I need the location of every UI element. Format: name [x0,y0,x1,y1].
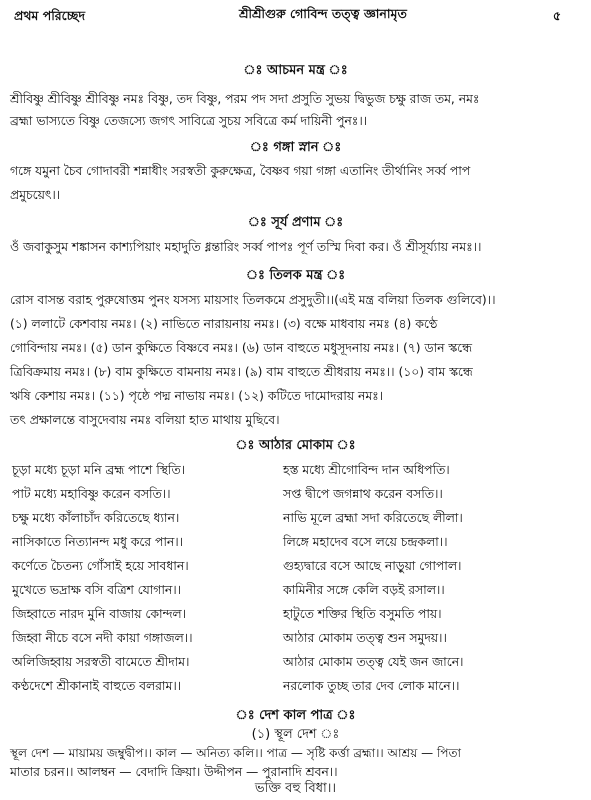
achaman-line-1: শ্রীবিষ্ণু শ্রীবিষ্ণু শ্রীবিষ্ণু নমঃ বিষ্ণু, তদ বিষ্ণু, পরম পদ সদা প্রসুতি সুভয় দ্বিভুজ চক্ষু রাজ তম, নমঃ [10,92,480,106]
verse-left-10: কণ্ঠদেশে শ্রীকানাই বাহুতে বলরাম।। [12,679,182,693]
tilak-line-4: ত্রিবিক্রমায় নমঃ। (৮) বাম কুক্ষিতে বামনায় নমঃ। (৯) বাম বাহুতে শ্রীধরায় নমঃ।। (১০) বাম স্কন্ধে [10,365,473,379]
verse-right-5: গুহ্যদ্বারে বসে আছে নাড়ুয়া গোপাল। [283,559,462,573]
verse-right-3: নাভি মূলে ব্রহ্মা সদা করিতেছে লীলা। [283,511,463,525]
verse-left-9: অলিজিহ্বায় সরস্বতী বামেতে শ্রীদাম। [12,655,190,669]
section-heading-athar-mokam: ঃ আঠার মোকাম ঃ [235,438,356,453]
ganga-line-1: গঙ্গে যমুনা চৈব গোদাবরী শন্নাধীং সরস্বতী কুরুক্ষেত্র, বৈষ্ণব গয়া গঙ্গা এতানিং তীর্থানিং সর্ব্ব পাপ [10,164,471,178]
tilak-line-2: (১) ললাটে কেশবায় নমঃ। (২) নাভিতে নারায়নায় নমঃ। (৩) বক্ষে মাধবায় নমঃ (৪) কণ্ঠে [10,317,438,331]
section-heading-ganga-snan: ঃ গঙ্গা স্নান ঃ [249,140,342,155]
verse-right-6: কামিনীর সঙ্গে কেলি বড়ই রসাল।। [283,583,445,597]
chapter-label: প্রথম পরিচ্ছেদ [14,8,86,23]
tilak-line-5: ঋষি কেশায় নমঃ। (১১) পৃষ্ঠে পদ্ম নাভায় নমঃ। (১২) কটিতে দামোদরায় নমঃ। [10,389,384,403]
verse-right-7: হাটুতে শক্তির স্থিতি বসুমতি পায়। [283,607,442,621]
surya-line-1: ওঁ জবাকুসুম শঙ্কাসন কাশ্যপিয়াং মহাদুতি ধ্নন্তারিং সর্ব্ব পাপঃ পূর্ণ তস্মি দিবা কর। ওঁ শ্রীসূর্য্যায় নমঃ।। [10,240,482,254]
verse-left-5: কর্ণেতে চৈতন্য গোঁসাই হয়ে সাবধান। [12,559,189,573]
section-heading-desh-kal: ঃ দেশ কাল পাত্র ঃ [235,708,356,723]
verse-right-9: আঠার মোকাম তত্ত্ব যেই জন জানে। [283,655,464,669]
verse-left-1: চূড়া মধ্যে চূড়া মনি ব্রহ্ম পাশে স্থিতি। [12,463,185,477]
section-heading-achaman: ঃ আচমন মন্ত্র ঃ [243,63,348,78]
tilak-line-1: রোস বাসন্ত বরাহ পুরুষোত্তম পুনং যসস্য মায়সাং তিলকমে প্রসুদুতী।।(এই মন্ত্র বলিয়া তিলক গুলিবে)।। [10,293,496,307]
verse-right-8: আঠার মোকাম তত্ত্ব শুন সমুদয়।। [283,631,447,645]
page-number: ৫ [552,8,561,23]
verse-left-3: চক্ষু মধ্যে কাঁলাচাঁদ করিতেছে ধ্যান। [12,511,180,525]
verse-left-4: নাসিকাতে নিত্যানন্দ মধু করে পান।। [12,535,184,549]
verse-left-7: জিহ্বাতে নারদ মুনি বাজায় কোন্দল। [12,607,186,621]
achaman-line-2: ব্রহ্মা ভাস্যতে বিষ্ণু তেজস্যে জগৎ সাবিত্রে সুচয় সবিত্রে কর্ম দায়িনী পুনঃ।। [10,114,368,128]
section-heading-surya-pranam: ঃ সূর্য প্রণাম ঃ [247,215,344,230]
verse-left-2: পাট মধ্যে মহাবিষ্ণু করেন বসতি।। [12,487,171,501]
tilak-line-3: গোবিন্দায় নমঃ। (৫) ডান কুক্ষিতে বিষ্ণবে নমঃ। (৬) ডান বাহুতে মধুসূদনায় নমঃ। (৭) ডান স্কন্ধে [10,341,472,355]
desh-line-1: স্থূল দেশ — মায়াময় জম্বুদ্বীপ।। কাল — অনিত্য কলি।। পাত্র — সৃষ্টি কর্ত্তা ব্রহ্মা।। আশ্রয় — পিতা [10,746,462,760]
book-title: শ্রীশ্রীগুরু গোবিন্দ তত্ত্ব জ্ঞানামৃত [239,6,407,21]
verse-right-1: হস্ত মধ্যে শ্রীগোবিন্দ দান অধিপতি। [283,463,450,477]
verse-right-2: সপ্ত দ্বীপে জগন্নাথ করেন বসতি।। [283,487,443,501]
verse-left-6: মুখেতে ভদ্রাক্ষ বসি বত্রিশ যোগান।। [12,583,182,597]
section-heading-tilak: ঃ তিলক মন্ত্র ঃ [245,268,346,283]
subheading-sthul-desh: (১) স্থূল দেশ ঃ [251,727,340,742]
verse-left-8: জিহ্বা নীচে বসে নদী কায়া গঙ্গাজল।। [12,631,193,645]
page-header [14,6,577,28]
bhakti-line: ভক্তি বহু বিধা।। [254,781,337,796]
verse-right-4: লিঙ্গে মহাদেব বসে লয়ে চন্দ্রকলা।। [283,535,448,549]
tilak-line-6: তৎ প্রক্ষালন্তে বাসুদেবায় নমঃ বলিয়া হাত মাথায় মুছিবে। [10,413,280,427]
ganga-line-2: প্রমুচয়েৎ।। [10,188,61,202]
verse-right-10: নরলোক তুচ্ছ তার দেব লোক মানে।। [283,679,460,693]
desh-line-2: মাতার চরন।। আলম্বন — বেদাদি ক্রিয়া। উদ্দীপন — পুরানাদি শ্রবন।। [10,765,338,779]
